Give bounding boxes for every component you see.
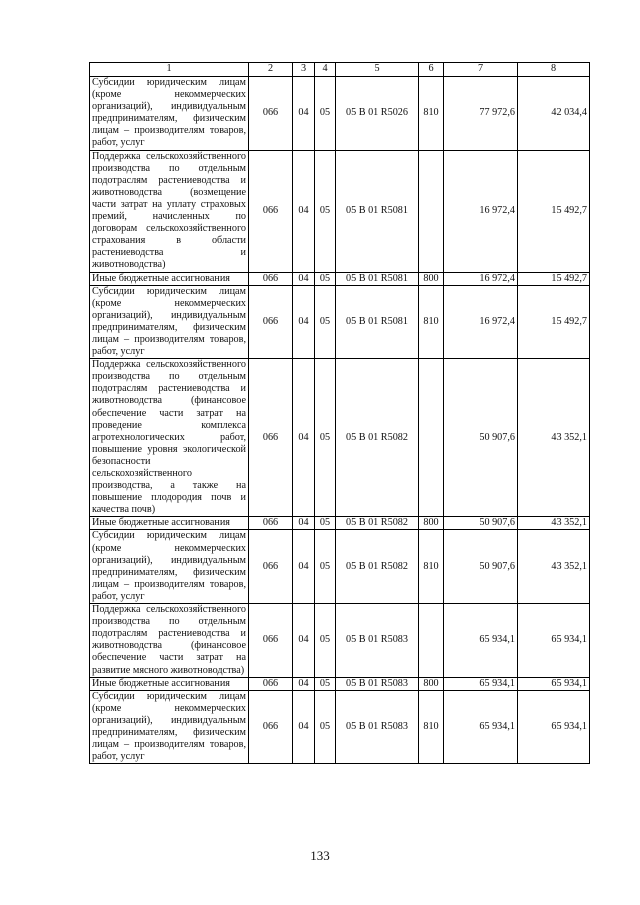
cell-amount-8: 15 492,7	[518, 272, 590, 285]
col-header-2: 2	[249, 63, 293, 77]
cell-expense-type	[419, 150, 444, 272]
cell-admin-code: 066	[249, 530, 293, 604]
cell-amount-8: 43 352,1	[518, 517, 590, 530]
row-name: Субсидии юридическим лицам (кроме некоммерческих организаций), индивидуальным предпринимателям, физическим лицам – производителям товаров, работ, услуг	[90, 690, 249, 764]
cell-expense-type: 810	[419, 690, 444, 764]
cell-amount-8: 15 492,7	[518, 150, 590, 272]
budget-table	[89, 62, 590, 764]
cell-amount-7: 16 972,4	[444, 285, 518, 359]
cell-admin-code: 066	[249, 285, 293, 359]
cell-amount-8: 43 352,1	[518, 530, 590, 604]
table-row	[90, 359, 590, 517]
cell-target-article: 05 В 01 R5082	[336, 359, 419, 517]
cell-admin-code: 066	[249, 517, 293, 530]
col-header-7: 7	[444, 63, 518, 77]
cell-expense-type	[419, 604, 444, 678]
cell-section: 04	[293, 77, 315, 151]
cell-amount-8: 65 934,1	[518, 677, 590, 690]
cell-expense-type: 810	[419, 77, 444, 151]
col-header-4: 4	[315, 63, 336, 77]
cell-section: 04	[293, 677, 315, 690]
cell-subsection: 05	[315, 285, 336, 359]
header-row	[90, 63, 590, 77]
cell-section: 04	[293, 690, 315, 764]
cell-admin-code: 066	[249, 77, 293, 151]
row-name: Иные бюджетные ассигнования	[90, 272, 249, 285]
cell-admin-code: 066	[249, 150, 293, 272]
col-header-8: 8	[518, 63, 590, 77]
row-name: Поддержка сельскохозяйственного производства по отдельным подотраслям растениеводства и животноводства (возмещение части затрат на уплату страховых премий, начисленных по договорам сельскохозяйственного страхования в области растениеводства и животноводства)	[90, 150, 249, 272]
cell-target-article: 05 В 01 R5082	[336, 530, 419, 604]
cell-expense-type: 800	[419, 272, 444, 285]
cell-subsection: 05	[315, 150, 336, 272]
col-header-5: 5	[336, 63, 419, 77]
cell-target-article: 05 В 01 R5083	[336, 604, 419, 678]
cell-subsection: 05	[315, 690, 336, 764]
table-row	[90, 150, 590, 272]
cell-admin-code: 066	[249, 690, 293, 764]
row-name: Субсидии юридическим лицам (кроме некоммерческих организаций), индивидуальным предпринимателям, физическим лицам – производителям товаров, работ, услуг	[90, 77, 249, 151]
cell-target-article: 05 В 01 R5026	[336, 77, 419, 151]
cell-subsection: 05	[315, 677, 336, 690]
cell-target-article: 05 В 01 R5081	[336, 285, 419, 359]
cell-section: 04	[293, 530, 315, 604]
page-number: 133	[310, 848, 330, 863]
col-header-6: 6	[419, 63, 444, 77]
cell-amount-8: 43 352,1	[518, 359, 590, 517]
cell-subsection: 05	[315, 359, 336, 517]
cell-expense-type: 810	[419, 530, 444, 604]
cell-amount-7: 65 934,1	[444, 604, 518, 678]
table-row	[90, 77, 590, 151]
cell-admin-code: 066	[249, 359, 293, 517]
cell-subsection: 05	[315, 530, 336, 604]
table-row	[90, 690, 590, 764]
cell-amount-8: 65 934,1	[518, 604, 590, 678]
row-name: Субсидии юридическим лицам (кроме некоммерческих организаций), индивидуальным предпринимателям, физическим лицам – производителям товаров, работ, услуг	[90, 530, 249, 604]
table-row	[90, 604, 590, 678]
cell-amount-7: 65 934,1	[444, 690, 518, 764]
row-name: Поддержка сельскохозяйственного производства по отдельным подотраслям растениеводства и животноводства (финансовое обеспечение части затрат на проведение комплекса агротехнологических работ, повышение уровня экологической безопасности сельскохозяйственного производства, а также на повышение плодородия почв и качества почв)	[90, 359, 249, 517]
cell-amount-7: 77 972,6	[444, 77, 518, 151]
cell-subsection: 05	[315, 604, 336, 678]
cell-section: 04	[293, 517, 315, 530]
table-row	[90, 530, 590, 604]
row-name: Поддержка сельскохозяйственного производства по отдельным подотраслям растениеводства и животноводства (финансовое обеспечение части затрат на развитие мясного животноводства)	[90, 604, 249, 678]
cell-expense-type: 800	[419, 517, 444, 530]
cell-amount-7: 16 972,4	[444, 272, 518, 285]
cell-subsection: 05	[315, 272, 336, 285]
cell-amount-8: 42 034,4	[518, 77, 590, 151]
cell-subsection: 05	[315, 77, 336, 151]
cell-admin-code: 066	[249, 272, 293, 285]
cell-subsection: 05	[315, 517, 336, 530]
cell-target-article: 05 В 01 R5083	[336, 677, 419, 690]
cell-amount-7: 50 907,6	[444, 359, 518, 517]
table-row	[90, 677, 590, 690]
cell-target-article: 05 В 01 R5083	[336, 690, 419, 764]
cell-target-article: 05 В 01 R5082	[336, 517, 419, 530]
col-header-1: 1	[90, 63, 249, 77]
cell-section: 04	[293, 272, 315, 285]
row-name: Субсидии юридическим лицам (кроме некоммерческих организаций), индивидуальным предпринимателям, физическим лицам – производителям товаров, работ, услуг	[90, 285, 249, 359]
cell-admin-code: 066	[249, 677, 293, 690]
table-row	[90, 285, 590, 359]
cell-amount-7: 50 907,6	[444, 530, 518, 604]
cell-section: 04	[293, 150, 315, 272]
cell-target-article: 05 В 01 R5081	[336, 272, 419, 285]
cell-amount-8: 65 934,1	[518, 690, 590, 764]
cell-expense-type	[419, 359, 444, 517]
cell-amount-7: 50 907,6	[444, 517, 518, 530]
row-name: Иные бюджетные ассигнования	[90, 677, 249, 690]
table-row	[90, 272, 590, 285]
col-header-3: 3	[293, 63, 315, 77]
row-name: Иные бюджетные ассигнования	[90, 517, 249, 530]
cell-amount-7: 16 972,4	[444, 150, 518, 272]
cell-section: 04	[293, 604, 315, 678]
cell-section: 04	[293, 285, 315, 359]
cell-target-article: 05 В 01 R5081	[336, 150, 419, 272]
table-row	[90, 517, 590, 530]
cell-amount-7: 65 934,1	[444, 677, 518, 690]
cell-admin-code: 066	[249, 604, 293, 678]
cell-expense-type: 810	[419, 285, 444, 359]
cell-expense-type: 800	[419, 677, 444, 690]
cell-section: 04	[293, 359, 315, 517]
cell-amount-8: 15 492,7	[518, 285, 590, 359]
